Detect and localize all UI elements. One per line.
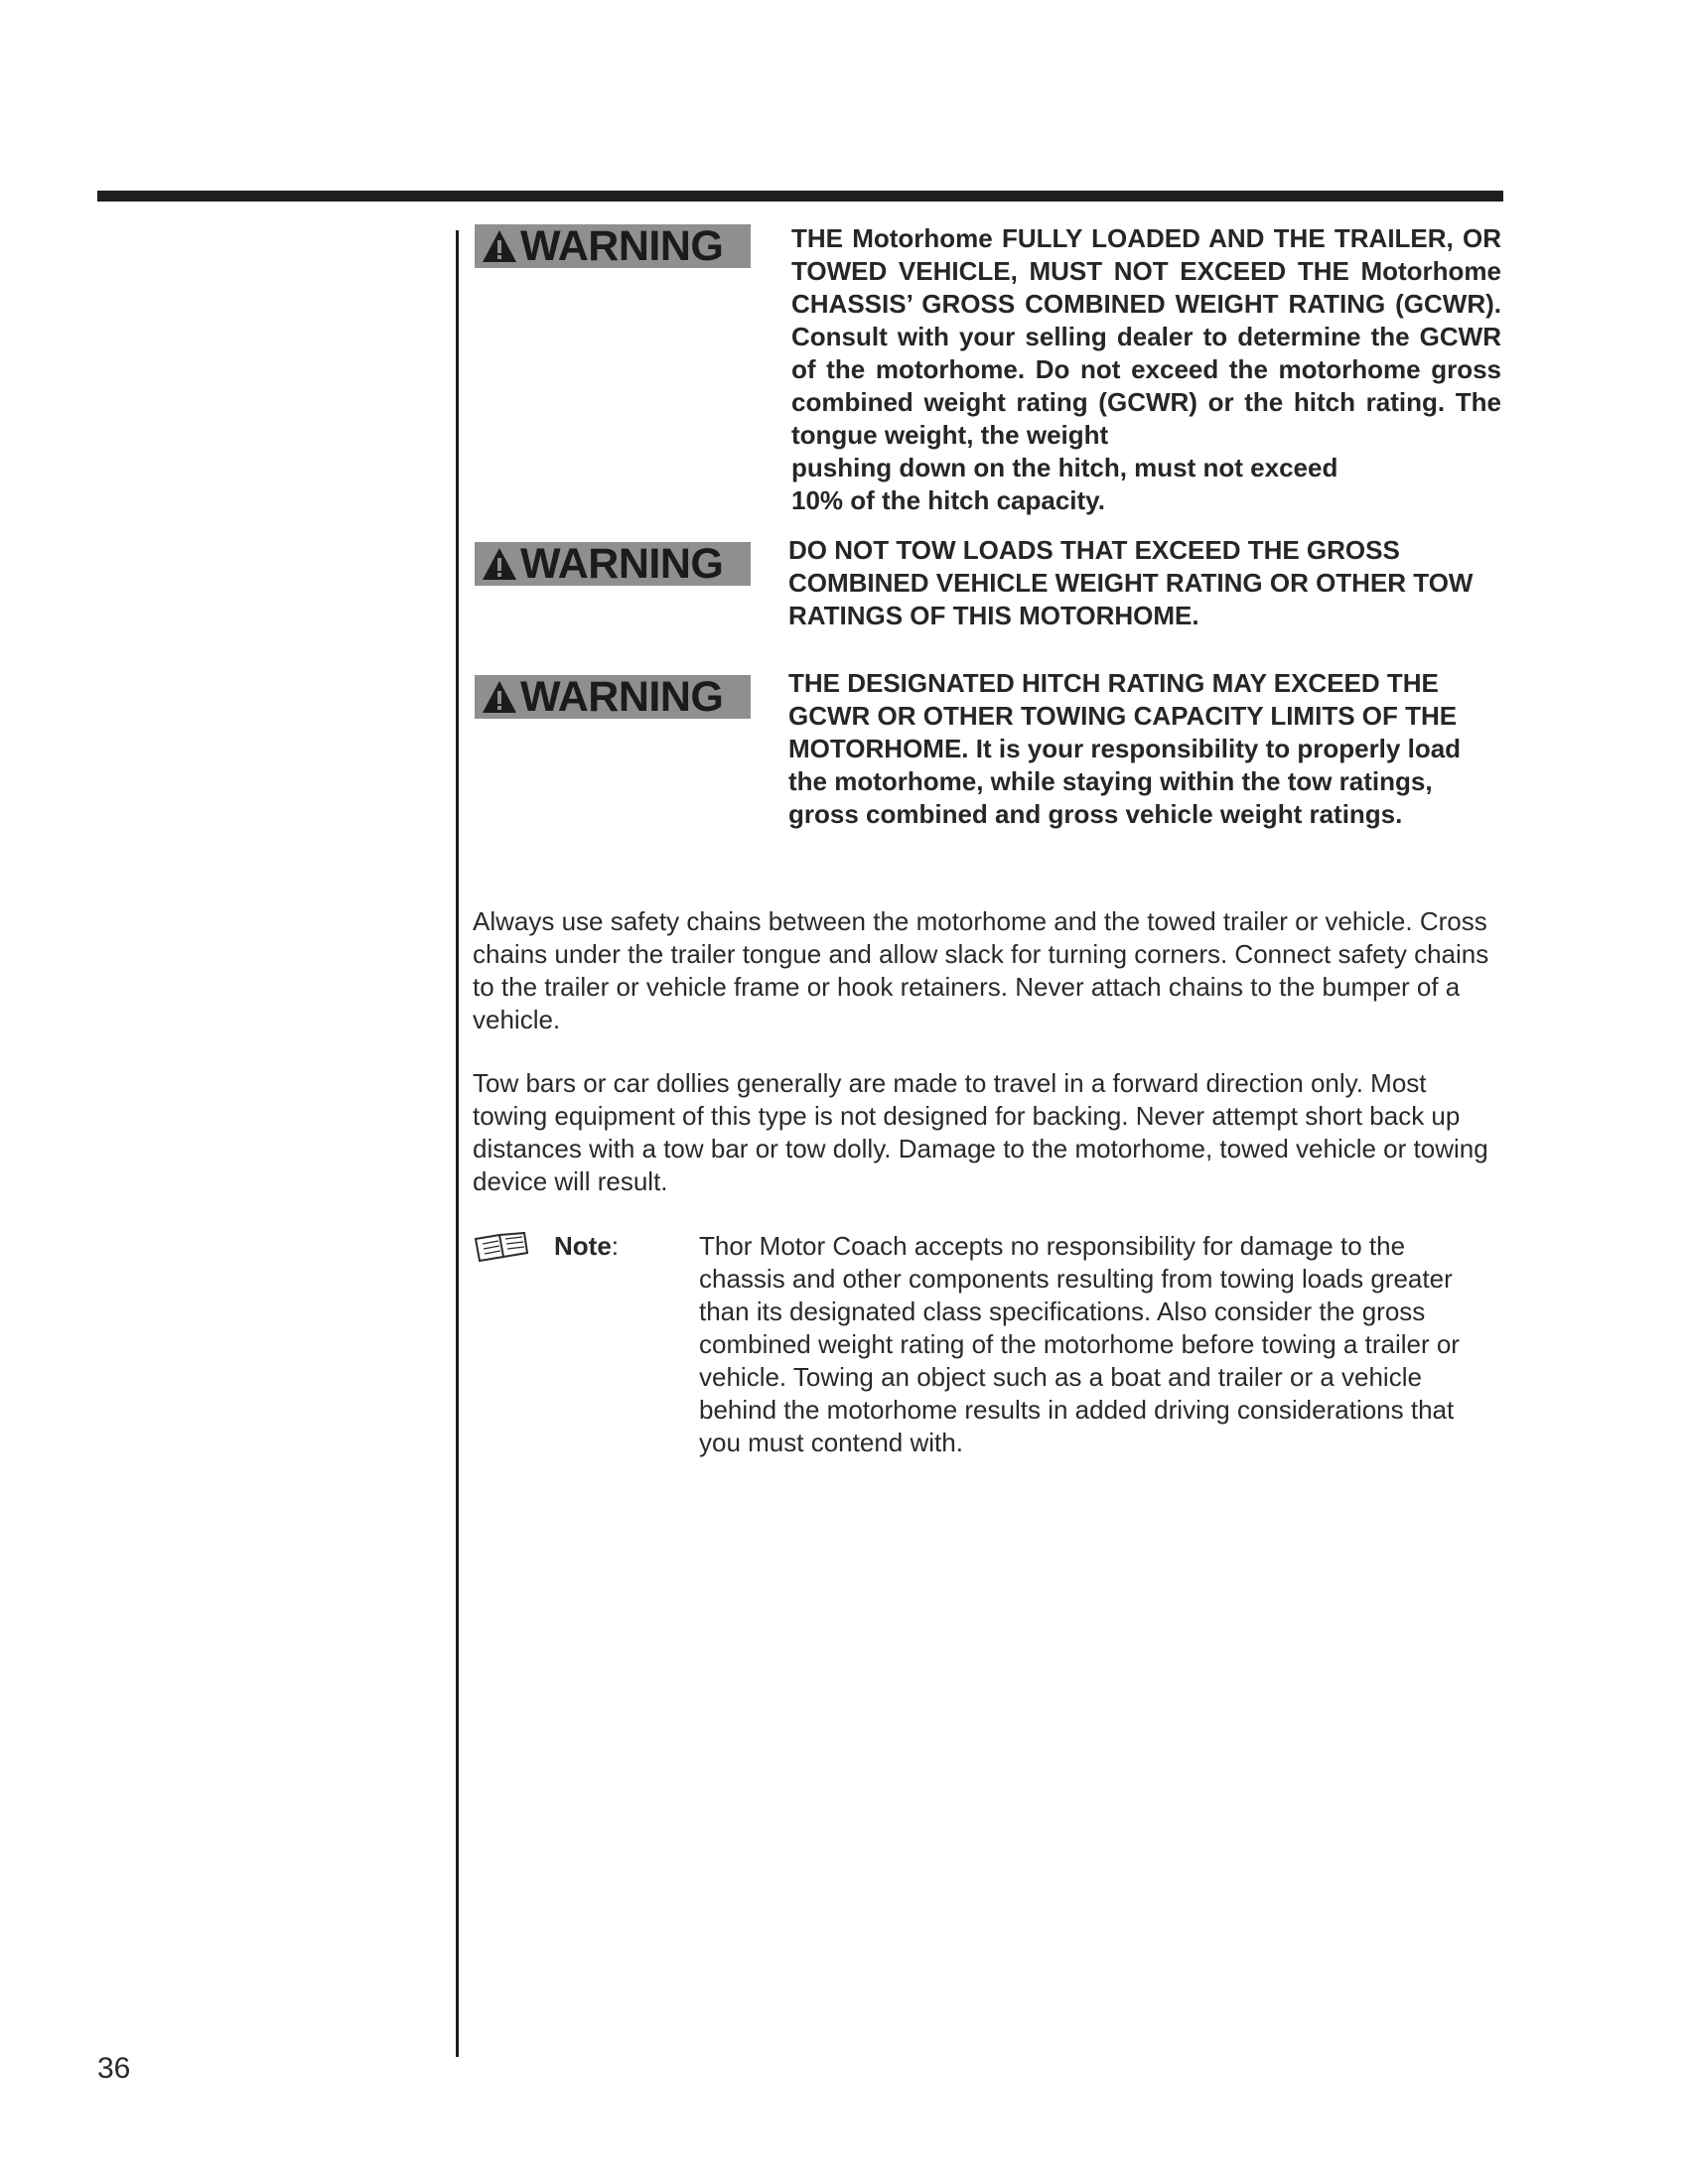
- note-text: Thor Motor Coach accepts no responsibility for damage to the chassis and other components resulting from towing loads greater than its designated class specifications. Also consider the gross combined weight rating of the motorhome before towing a trailer or vehicle. Towing an object such as a boat and trailer or a vehicle behind the motorhome results in added driving considerations that you must contend with.: [699, 1231, 1460, 1457]
- warning-badge-label: WARNING: [520, 673, 724, 721]
- warning-text-3: THE DESIGNATED HITCH RATING MAY EXCEED THE GCWR OR OTHER TOWING CAPACITY LIMITS OF THE MOTORHOME. It is your responsibility to properly load the motorhome, while staying within the tow ratings, gross combined and gross vehicle weight ratings.: [788, 668, 1462, 829]
- tow-bars-paragraph: Tow bars or car dollies generally are made to travel in a forward direction only. Most towing equipment of this type is not designed for backing. Never attempt short back up distances with a tow bar or tow dolly. Damage to the motorhome, towed vehicle or towing device will result.: [473, 1068, 1488, 1196]
- left-vertical-rule: [456, 230, 459, 2057]
- warning-badge-1: [475, 224, 751, 268]
- warning-triangle-icon: [481, 546, 518, 582]
- warning-text-2: DO NOT TOW LOADS THAT EXCEED THE GROSS COMBINED VEHICLE WEIGHT RATING OR OTHER TOW RATINGS OF THIS MOTORHOME.: [788, 535, 1474, 630]
- warning-badge-2: [475, 542, 751, 586]
- warning-badge-label: WARNING: [520, 540, 724, 588]
- open-book-icon: [473, 1231, 530, 1263]
- safety-chains-paragraph: Always use safety chains between the motorhome and the towed trailer or vehicle. Cross chains under the trailer tongue and allow slack for turning corners. Connect safety chains to the trailer or vehicle frame or hook retainers. Never attach chains to the bumper of a vehicle.: [473, 906, 1489, 1034]
- warning-text-1-body: THE Motorhome FULLY LOADED AND THE TRAILER, OR TOWED VEHICLE, MUST NOT EXCEED THE Motorhome CHASSIS’ GROSS COMBINED WEIGHT RATING (GCWR). Consult with your selling dealer to determine the GCWR of the motorhome. Do not exceed the motorhome gross combined weight rating (GCWR) or the hitch rating. The tongue weight, the weight: [791, 223, 1501, 450]
- warning-badge-3: [475, 675, 751, 719]
- note-label: [554, 1230, 619, 1263]
- note-colon: :: [611, 1231, 620, 1261]
- warning-text-1-tail: pushing down on the hitch, must not exceed: [791, 453, 1338, 482]
- page-number: 36: [97, 2052, 131, 2085]
- warning-text-1: [791, 222, 1501, 517]
- top-horizontal-rule: [97, 191, 1503, 202]
- warning-badge-label: WARNING: [520, 222, 724, 270]
- warning-triangle-icon: [481, 228, 518, 264]
- warning-text-1-tail-2: 10% of the hitch capacity.: [791, 485, 1105, 515]
- note-word: Note: [554, 1231, 612, 1261]
- warning-triangle-icon: [481, 679, 518, 715]
